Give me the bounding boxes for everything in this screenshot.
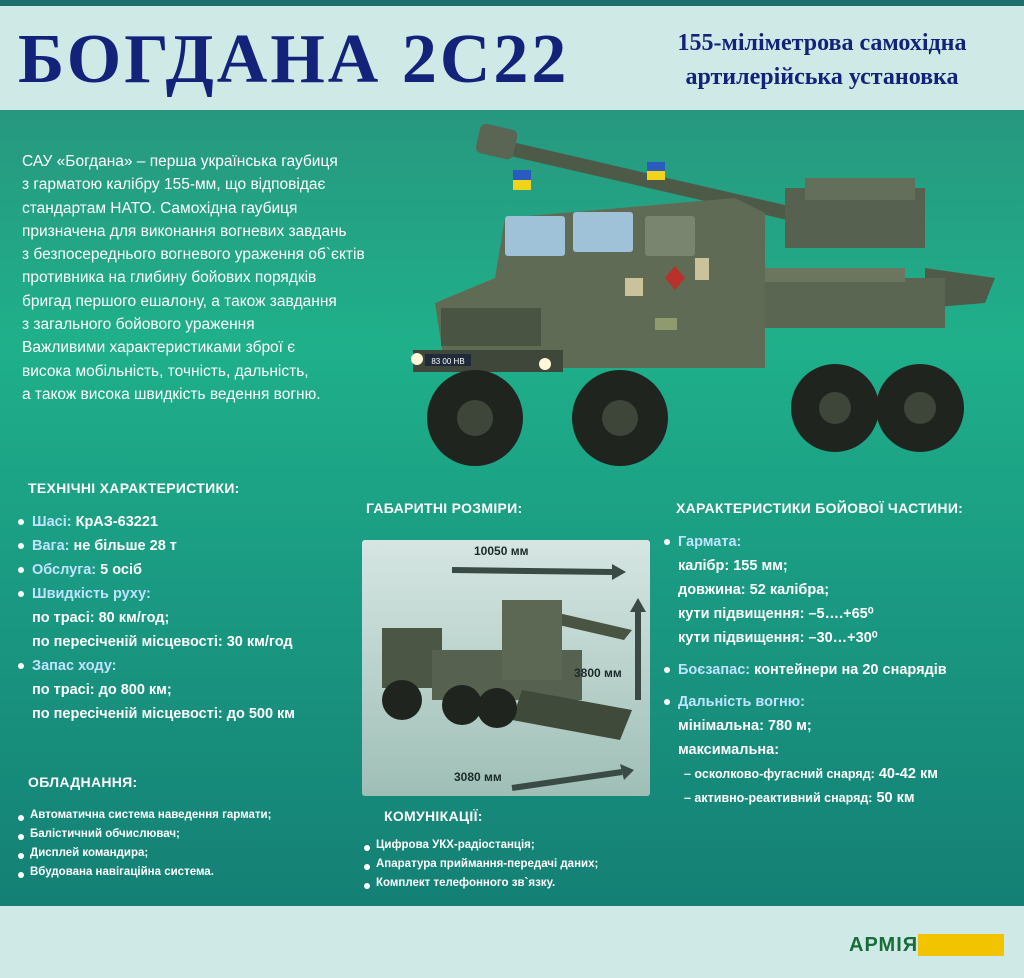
gun-elevation-1: кути підвищення: –5….+65⁰ [678,606,874,622]
equipment-item: Дисплей командира; [16,844,356,863]
communications-item: Цифрова УКХ-радіостанція; [362,836,662,855]
range-he: – осколково-фугасний снаряд: 40-42 км [684,766,938,782]
length-label: 10050 мм [474,544,529,558]
width-arrow [512,772,622,788]
range-max: максимальна: [678,742,780,758]
width-label: 3080 мм [454,770,502,784]
page-subtitle [632,26,1012,94]
range-rough: по пересіченій місцевості: до 500 км [32,706,296,722]
footer-banner [0,906,1024,978]
speed-road: по трасі: 80 км/год; [32,610,170,626]
communications-item: Апаратура приймання-передачі даних; [362,855,662,874]
equipment-item: Автоматична система наведення гармати; [16,806,356,825]
tech-list [16,510,366,726]
equipment-list [16,806,356,882]
intro-line: стандартам НАТО. Самохідна гаубиця [22,199,298,217]
speed-item: Швидкість руху: [16,582,366,606]
range-min: мінімальна: 780 м; [678,718,812,734]
range-rap: – активно-реактивний снаряд: 50 км [684,790,915,806]
windshield [505,216,565,256]
page-title: БОГДАНА 2С22 [18,21,570,98]
crew-item: Обслуга: 5 осіб [16,558,366,582]
intro-line: противника на глибину бойових порядків [22,269,317,287]
range-road: по трасі: до 800 км; [32,682,172,698]
gun-item: Гармата: [662,530,1018,554]
height-label: 3800 мм [574,666,622,680]
subtitle-line-1: 155-міліметрова самохідна [677,30,967,56]
intro-line: з гарматою калібру 155-мм, що відповідає [22,176,326,194]
intro-line: бригад першого ешалону, а також завдання [22,292,337,310]
license-plate: 83 00 НВ [431,357,465,366]
subtitle-line-2: артилерійська установка [685,64,959,90]
speed-rough: по пересіченій місцевості: 30 км/год [32,634,293,650]
fire-range-item: Дальність вогню: [662,690,1018,714]
weight-item: Вага: не більше 28 т [16,534,366,558]
gun-caliber: калібр: 155 мм; [678,558,788,574]
chassis-item: Шасі: КрАЗ-63221 [16,510,366,534]
intro-line: з безпосереднього вогневого ураження об`єктів [22,246,365,264]
intro-line: Важливими характеристиками зброї є [22,339,296,357]
intro-line: САУ «Богдана» – перша українська гаубиця [22,153,338,170]
intro-line: з загального бойового ураження [22,316,255,334]
gun-length: довжина: 52 калібра; [678,582,830,598]
intro-line: а також висока швидкість ведення вогню. [22,385,321,403]
header-banner [0,6,1024,110]
length-arrow [452,570,612,572]
combat-title: ХАРАКТЕРИСТИКИ БОЙОВОЇ ЧАСТИНИ: [676,500,964,516]
equipment-item: Балістичний обчислювач; [16,825,356,844]
howitzer-truck-image [405,118,1005,478]
intro-line: призначена для виконання вогневих завдань [22,222,347,240]
combat-list [662,530,1018,810]
communications-item: Комплект телефонного зв`язку. [362,874,662,893]
dimensions-title: ГАБАРИТНІ РОЗМІРИ: [366,500,523,516]
communications-list [362,836,662,893]
communications-title: КОМУНІКАЦІЇ: [384,808,483,824]
intro-line: висока мобільність, точність, дальність, [22,362,309,380]
equipment-title: ОБЛАДНАННЯ: [28,774,138,790]
army-inform-logo: АРМІЯ інформ [849,934,1004,957]
tech-title: ТЕХНІЧНІ ХАРАКТЕРИСТИКИ: [28,480,240,496]
intro-text [22,150,422,406]
range-item: Запас ходу: [16,654,366,678]
gun-elevation-2: кути підвищення: –30…+30⁰ [678,630,878,646]
equipment-item: Вбудована навігаційна система. [16,863,356,882]
dimensions-photo [362,540,650,796]
ammo-item: Боєзапас: контейнери на 20 снарядів [662,658,1018,682]
